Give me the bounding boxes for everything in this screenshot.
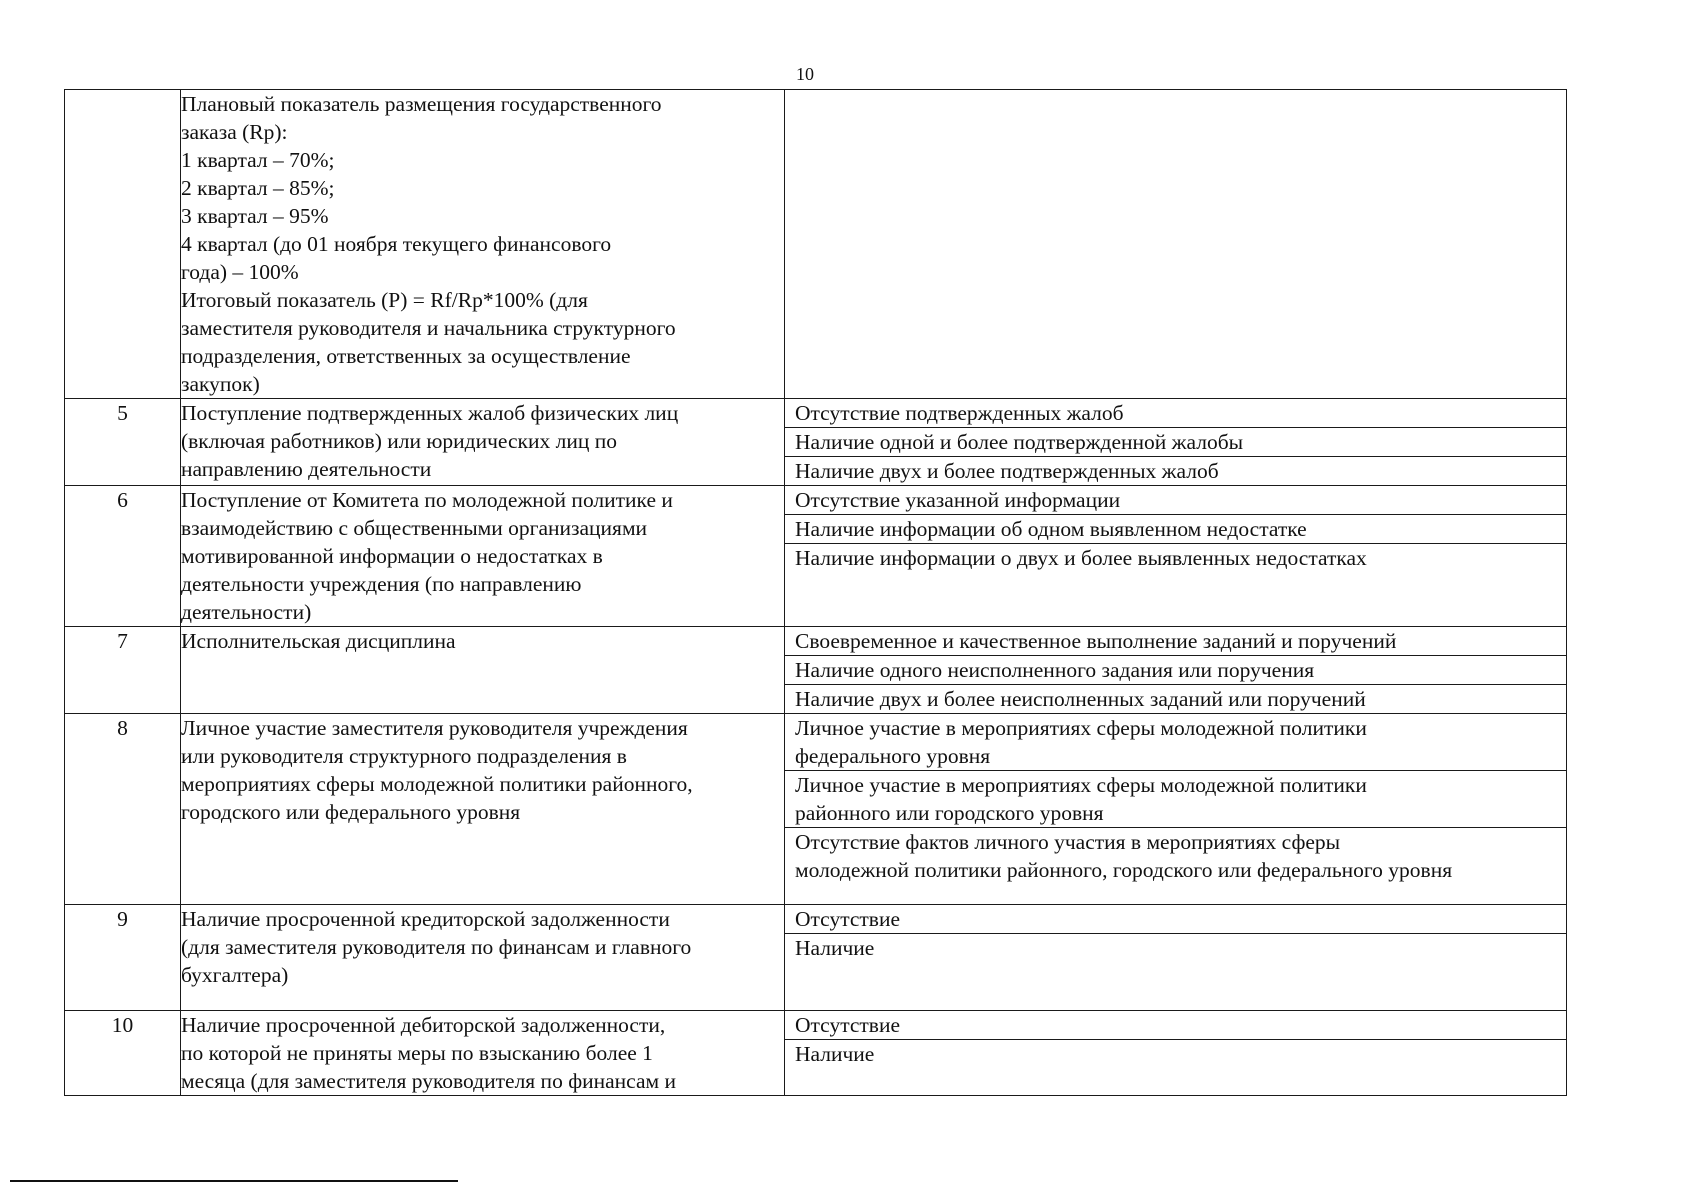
indicator-text: Наличие одного неисполненного задания или поручения bbox=[795, 658, 1315, 682]
criterion-cell bbox=[181, 905, 785, 1011]
indicator-text: Своевременное и качественное выполнение заданий и поручений bbox=[795, 629, 1397, 653]
row-number: 9 bbox=[65, 905, 181, 1011]
criterion-line: Исполнительская дисциплина bbox=[181, 629, 456, 653]
criterion-line: месяца (для заместителя руководителя по финансам и bbox=[181, 1069, 677, 1093]
criterion-line: закупок) bbox=[181, 372, 260, 396]
criterion-cell bbox=[181, 399, 785, 486]
criterion-line: городского или федерального уровня bbox=[181, 800, 521, 824]
table-row bbox=[65, 486, 1567, 627]
table-row bbox=[65, 1011, 1567, 1096]
criterion-line: 3 квартал – 95% bbox=[181, 204, 329, 228]
criterion-line: Личное участие заместителя руководителя учреждения bbox=[181, 716, 688, 740]
criterion-line: Итоговый показатель (P) = Rf/Rp*100% (для bbox=[181, 288, 588, 312]
criterion-line: подразделения, ответственных за осуществление bbox=[181, 344, 631, 368]
criterion-cell bbox=[181, 627, 785, 714]
indicator-text: Наличие bbox=[795, 936, 875, 960]
indicator-text: Отсутствие фактов личного участия в мероприятиях сферы bbox=[795, 830, 1341, 854]
criterion-line: 2 квартал – 85%; bbox=[181, 176, 335, 200]
indicator-item bbox=[785, 544, 1566, 572]
criterion-line: Плановый показатель размещения государственного bbox=[181, 92, 662, 116]
criterion-line: деятельности учреждения (по направлению bbox=[181, 572, 582, 596]
indicator-text: Отсутствие указанной информации bbox=[795, 488, 1121, 512]
criterion-line: деятельности) bbox=[181, 600, 312, 624]
row-number: 7 bbox=[65, 627, 181, 714]
criterion-line: взаимодействию с общественными организациями bbox=[181, 516, 648, 540]
criterion-line: Наличие просроченной кредиторской задолженности bbox=[181, 907, 670, 931]
indicator-text: Отсутствие bbox=[795, 1013, 900, 1037]
indicators-cell bbox=[785, 1011, 1567, 1096]
criterion-line: или руководителя структурного подразделения в bbox=[181, 744, 627, 768]
table-row bbox=[65, 627, 1567, 714]
criterion-line: 4 квартал (до 01 ноября текущего финансового bbox=[181, 232, 612, 256]
indicator-item bbox=[785, 656, 1566, 685]
indicator-item bbox=[785, 515, 1566, 544]
table-row bbox=[65, 905, 1567, 1011]
indicators-cell bbox=[785, 905, 1567, 1011]
indicator-item bbox=[785, 428, 1566, 457]
indicator-text: Личное участие в мероприятиях сферы молодежной политики bbox=[795, 773, 1367, 797]
criterion-line: Наличие просроченной дебиторской задолженности, bbox=[181, 1013, 666, 1037]
indicators-cell bbox=[785, 399, 1567, 486]
criterion-line: Поступление подтвержденных жалоб физических лиц bbox=[181, 401, 679, 425]
indicator-text: Наличие bbox=[795, 1042, 875, 1066]
criterion-cell bbox=[181, 714, 785, 905]
indicator-text: Наличие информации об одном выявленном недостатке bbox=[795, 517, 1307, 541]
criterion-line: (включая работников) или юридических лиц по bbox=[181, 429, 618, 453]
criterion-line: по которой не приняты меры по взысканию более 1 bbox=[181, 1041, 653, 1065]
row-number: 5 bbox=[65, 399, 181, 486]
indicator-text: Наличие информации о двух и более выявленных недостатках bbox=[795, 546, 1367, 570]
criterion-line: заместителя руководителя и начальника структурного bbox=[181, 316, 676, 340]
criterion-line: мотивированной информации о недостатках в bbox=[181, 544, 603, 568]
indicators-cell bbox=[785, 627, 1567, 714]
indicator-text: Наличие двух и более подтвержденных жалоб bbox=[795, 459, 1219, 483]
indicator-text: Наличие одной и более подтвержденной жалобы bbox=[795, 430, 1244, 454]
indicator-item bbox=[785, 486, 1566, 515]
criterion-line: заказа (Rp): bbox=[181, 120, 288, 144]
indicator-text: федерального уровня bbox=[795, 744, 991, 768]
indicator-text: Отсутствие подтвержденных жалоб bbox=[795, 401, 1124, 425]
criteria-table bbox=[64, 89, 1567, 1096]
indicator-item bbox=[785, 1011, 1566, 1040]
footnote-rule bbox=[10, 1180, 458, 1182]
indicator-item bbox=[785, 627, 1566, 656]
page-number: 10 bbox=[796, 64, 814, 84]
indicator-text: Отсутствие bbox=[795, 907, 900, 931]
row-number bbox=[65, 90, 181, 399]
criterion-line: года) – 100% bbox=[181, 260, 299, 284]
indicator-text: районного или городского уровня bbox=[795, 801, 1104, 825]
indicators-cell bbox=[785, 714, 1567, 905]
indicator-item bbox=[785, 905, 1566, 934]
criterion-line: 1 квартал – 70%; bbox=[181, 148, 335, 172]
indicators-cell bbox=[785, 90, 1567, 399]
row-number: 10 bbox=[65, 1011, 181, 1096]
criterion-line: бухгалтера) bbox=[181, 963, 289, 987]
indicators-cell bbox=[785, 486, 1567, 627]
criterion-line: мероприятиях сферы молодежной политики районного, bbox=[181, 772, 693, 796]
indicator-item bbox=[785, 714, 1566, 771]
indicator-item bbox=[785, 685, 1566, 713]
table-row bbox=[65, 399, 1567, 486]
criteria-table-body bbox=[65, 90, 1567, 1096]
criterion-line: (для заместителя руководителя по финансам и главного bbox=[181, 935, 692, 959]
indicator-text: Личное участие в мероприятиях сферы молодежной политики bbox=[795, 716, 1367, 740]
table-row bbox=[65, 714, 1567, 905]
row-number: 6 bbox=[65, 486, 181, 627]
indicator-item bbox=[785, 1040, 1566, 1068]
criterion-cell bbox=[181, 90, 785, 399]
indicator-item bbox=[785, 934, 1566, 1010]
indicator-item bbox=[785, 828, 1566, 904]
indicator-item bbox=[785, 771, 1566, 828]
row-number: 8 bbox=[65, 714, 181, 905]
indicator-text: Наличие двух и более неисполненных заданий или поручений bbox=[795, 687, 1366, 711]
indicator-item bbox=[785, 399, 1566, 428]
table-row bbox=[65, 90, 1567, 399]
criterion-line: направлению деятельности bbox=[181, 457, 432, 481]
criterion-cell bbox=[181, 1011, 785, 1096]
indicator-text: молодежной политики районного, городского или федерального уровня bbox=[795, 858, 1453, 882]
criterion-cell bbox=[181, 486, 785, 627]
indicator-item bbox=[785, 457, 1566, 485]
criterion-line: Поступление от Комитета по молодежной политике и bbox=[181, 488, 673, 512]
